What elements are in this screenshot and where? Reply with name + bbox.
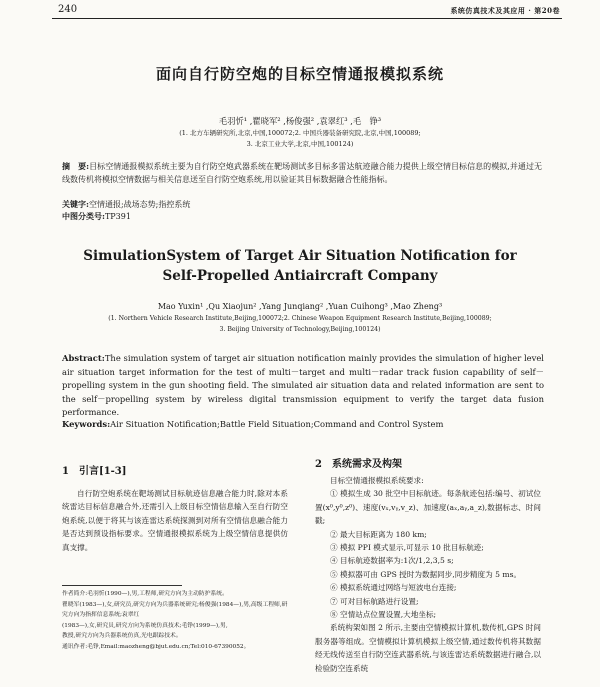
keywords-en-text: Air Situation Notification;Battle Field Situation;Command and Control System	[110, 419, 444, 429]
keywords-cn	[62, 199, 542, 210]
keywords-cn-text: 空情通报;战场态势;指控系统	[88, 200, 191, 209]
requirement-item: ⑥ 模拟系统通过网络与短波电台连接;	[330, 583, 457, 593]
footnote-line: 通讯作者:毛铮,Email:maozheng@bjut.edu.cn;Tel:010-67390052。	[62, 643, 250, 650]
requirement-item: ② 最大目标距离为 180 km;	[330, 529, 427, 539]
requirement-item: ⑤ 模拟器可由 GPS 授时为数据同步,同步精度为 5 ms。	[330, 569, 522, 579]
section2-body	[315, 474, 541, 675]
abstract-cn	[62, 160, 542, 187]
section2-heading: 2 系统需求及构架	[315, 459, 402, 470]
requirement-item: ⑧ 空情站点位置设置,大地坐标;	[330, 610, 437, 620]
affiliation-cn-1: (1. 北方车辆研究所,北京,中国,100072;2. 中国兵器装备研究院,北京,中国,100089;	[179, 129, 421, 137]
keywords-en	[62, 419, 544, 429]
footnote-line: (1983—),女,研究员,研究方向为系统仿真技术;毛铮(1999—),男,	[62, 622, 228, 629]
journal-name: 系统仿真技术及其应用 · 第20卷	[450, 6, 560, 15]
page-number: 240	[58, 4, 78, 15]
abstract-en	[62, 352, 544, 420]
classification-cn	[62, 211, 542, 222]
affiliation-cn-2: 3. 北京工业大学,北京,中国,100124)	[246, 140, 354, 148]
abstract-cn-label: 摘 要:	[62, 161, 90, 171]
section2-intro: 目标空情通报模拟系统要求:	[330, 476, 424, 485]
keywords-en-label: Keywords:	[62, 419, 111, 429]
title-en-line2: Self-Propelled Antiaircraft Company	[162, 268, 438, 284]
abstract-en-label: Abstract:	[62, 353, 105, 363]
requirement-item: ③ 模拟 PPI 模式显示,可显示 10 批目标航迹;	[330, 543, 484, 553]
header-rule	[52, 18, 562, 19]
authors-cn: 毛羽忻¹ ,瞿晓军² ,杨俊强² ,袁翠红³ ,毛 铮³	[218, 116, 382, 126]
abstract-en-text: The simulation system of target air situation notification mainly provides the simulation of higher level air situation target information for the test of multi－target and multi－radar track fusion capability of self－propelling system in the gun shooting field. The simulated air situation data and related information are sent to the self－propelling system by wireless digital transmission equipment to verify the target data fusion performance.	[62, 353, 544, 417]
footnote-line: 教授,研究方向为兵器系统仿真,光电跟踪技术。	[62, 633, 182, 640]
classification-cn-text: TP391	[104, 212, 131, 221]
footnote-line: 作者简介:毛羽忻(1990—),男,工程师,研究方向为主动防护系统。	[62, 591, 228, 597]
classification-cn-label: 中图分类号:	[62, 211, 105, 221]
footnote	[62, 589, 288, 653]
footnote-rule	[62, 585, 182, 586]
authors-en: Mao Yuxin¹ ,Qu Xiaojun² ,Yang Junqiang² ,Yuan Cuihong³ ,Mao Zheng³	[157, 302, 443, 311]
abstract-cn-text: 目标空情通报模拟系统主要为自行防空炮武器系统在靶场测试多目标多雷达航迹融合能力提供上级空情目标信息的模拟,并通过无线数传机将模拟空情数据与相关信息送至自行防空炮系统,用以验证其目标数据融合性能指标。	[62, 162, 542, 185]
section2-tail: 系统构架如图 2 所示,主要由空情模拟计算机,数传机,GPS 时间服务器等组成。空情模拟计算机模拟上级空情,通过数传机将其数据经无线传送至自行防空连武器系统,与该连雷达系统数据进行融合,以检验防空连系统	[315, 623, 541, 673]
affiliation-en-2: 3. Beijing University of Technology,Beijing,100124)	[219, 326, 381, 333]
section1-paragraph: 自行防空炮系统在靶场测试目标航迹信息融合能力时,除对本系统雷达目标信息融合外,还需引入上级目标空情信息输入至自行防空炮系统,以便于将其与该连雷达系统探测到对所有空情信息融合能力是否达到预设指标要求。空情通报模拟系统为上级空情信息提供仿真支撑。	[62, 489, 288, 552]
section1-body	[62, 487, 288, 554]
section1-heading: 1 引言[1-3]	[62, 466, 127, 477]
footnote-line: 瞿晓军(1983—),女,研究员,研究方向为兵器系统研究;杨俊强(1984—),男,高级工程师,研究方向为指挥信息系统;袁翠红	[62, 601, 288, 619]
requirement-item: ① 模拟生成 30 批空中目标航迹。每条航迹包括:编号、初试位置(x⁰,y⁰,z⁰)、速度(vₓ,vᵧ,v_z)、加速度(aₓ,aᵧ,a_z),数据标志、时间戳;	[315, 489, 541, 526]
requirement-item: ⑦ 可对目标航路进行设置;	[330, 596, 419, 606]
keywords-cn-label: 关键字:	[62, 199, 89, 209]
title-en-line1: SimulationSystem of Target Air Situation Notification for	[83, 248, 517, 264]
affiliation-en-1: (1. Northern Vehicle Research Institute,Beijing,100072;2. Chinese Weapon Equipment Research Institute,Beijing,100089;	[108, 315, 492, 322]
requirement-item: ④ 目标航迹数据率为:1次/1,2,3,5 s;	[330, 556, 454, 566]
title-cn: 面向自行防空炮的目标空情通报模拟系统	[155, 65, 444, 83]
